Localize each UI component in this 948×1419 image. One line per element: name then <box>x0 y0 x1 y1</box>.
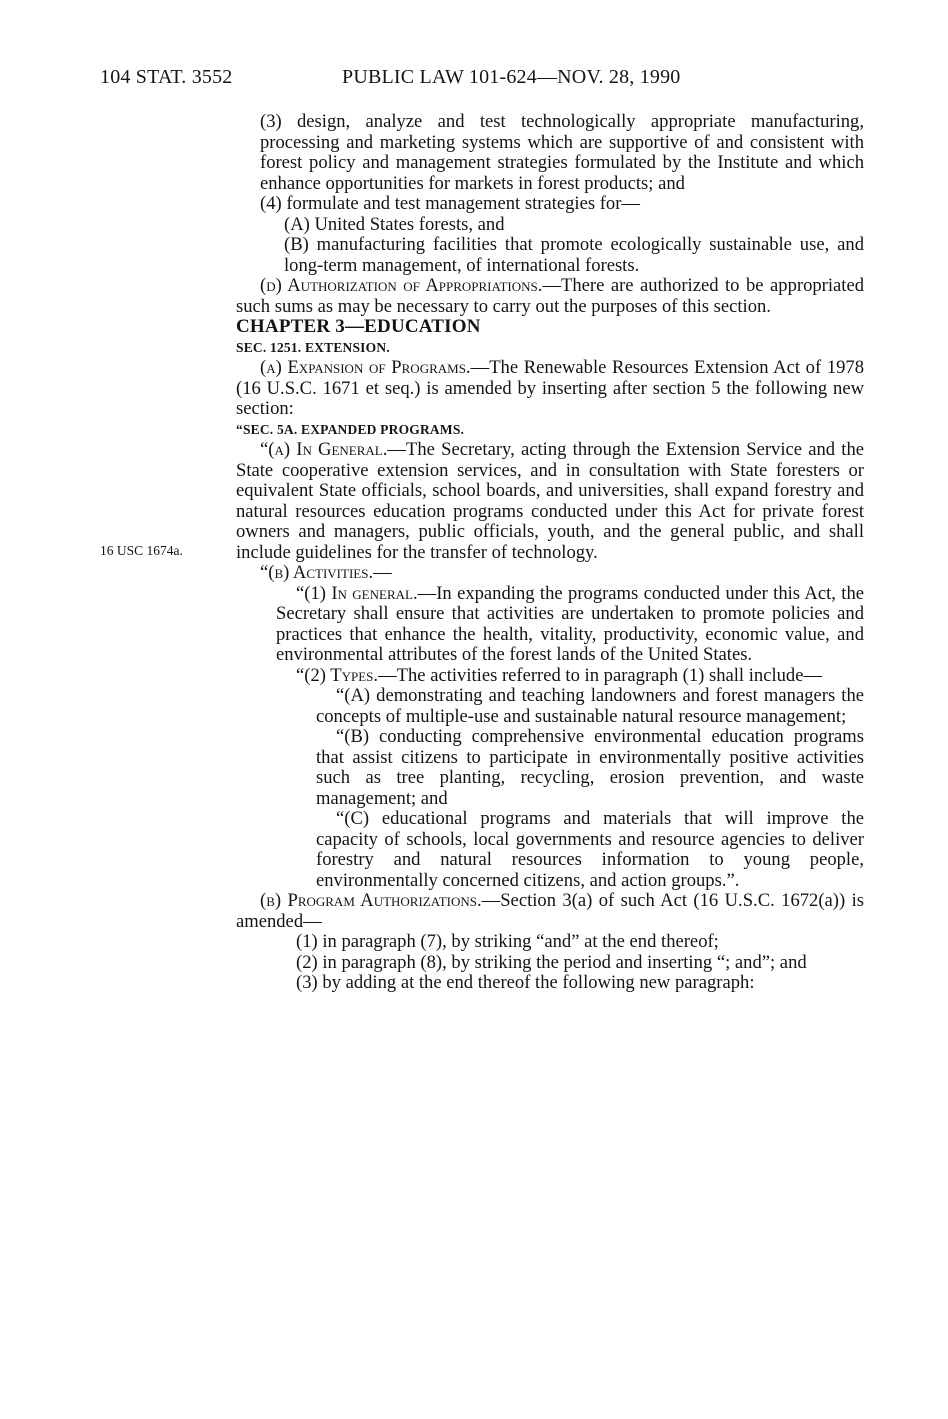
inserted-subsection-b-heading: “(b) Activities. <box>260 562 374 583</box>
paragraph-4b-text: (B) manufacturing facilities that promote ecologically sustainable use, and long-term management, of international forests. <box>284 234 864 276</box>
paragraph-3: (3) design, analyze and test technologically appropriate manufacturing, processing and marketing systems which are supportive of and consistent with forest policy and management strategies formulated by the Institute and which enhance opportunities for markets in forest products; and <box>260 111 864 194</box>
paragraph-b2b: “(B) conducting comprehensive environmental education programs that assist citizens to participate in environmentally positive activities such as tree planting, recycling, erosion prevention, and waste management; and <box>316 726 864 809</box>
subsection-a-text: —The Renewable Resources Extension Act of 1978 (16 U.S.C. 1671 et seq.) is amended by inserting after section 5 the following new section: <box>236 357 865 419</box>
inserted-subsection-a <box>236 440 864 563</box>
paragraph-4a: (A) United States forests, and <box>284 213 505 235</box>
margin-note-usc: 16 USC 1674a. <box>100 543 183 558</box>
paragraph-b2-text: —The activities referred to in paragraph (1) shall include— <box>378 664 823 686</box>
inserted-subsection-a-heading: “(a) In General. <box>260 439 388 460</box>
inserted-subsection-a-text: —The Secretary, acting through the Extension Service and the State cooperative extension services, and in consultation with State foresters or equivalent State officials, school boards, and universities, shall expand forestry and natural resources education programs conducted under this Act for private forest owners and managers, public officials, youth, and the general public, and shall include guidelines for the transfer of technology. <box>236 439 865 563</box>
subsection-d <box>236 276 864 317</box>
amendment-1: (1) in paragraph (7), by striking “and” at the end thereof; <box>296 931 719 952</box>
stat-page-number: 104 STAT. 3552 <box>100 66 233 88</box>
subsection-b-heading: (b) Program Authorizations. <box>260 890 482 911</box>
chapter-heading: CHAPTER 3—EDUCATION <box>236 316 481 337</box>
amendment-2: (2) in paragraph (8), by striking the period and inserting “; and”; and <box>296 951 807 973</box>
paragraph-b2a: “(A) demonstrating and teaching landowners and forest managers the concepts of multiple-use and sustainable natural resource management; <box>316 685 864 727</box>
inserted-subsection-b-text: — <box>373 562 392 583</box>
paragraph-4b <box>236 235 864 276</box>
subsection-d-text: —There are authorized to be appropriated such sums as may be necessary to carry out the purposes of this section. <box>236 275 864 317</box>
paragraph-b1-text: —In expanding the programs conducted under this Act, the Secretary shall ensure that activities are undertaken to promote policies and practices that enhance the health, vitality, productivity, economic value, and environmental attributes of the forest lands of the United States. <box>276 582 864 665</box>
public-law-citation: PUBLIC LAW 101-624—NOV. 28, 1990 <box>342 66 681 88</box>
subsection-a <box>236 358 864 420</box>
inserted-subsection-b <box>236 563 864 584</box>
paragraph-b2-heading: “(2) Types. <box>296 664 379 686</box>
amendment-3: (3) by adding at the end thereof the following new paragraph: <box>296 972 755 993</box>
paragraph-4: (4) formulate and test management strategies for— <box>260 193 641 214</box>
subsection-b-text: —Section 3(a) of such Act (16 U.S.C. 1672(a)) is amended— <box>236 890 864 932</box>
section-1251-heading: SEC. 1251. EXTENSION. <box>236 339 390 355</box>
paragraph-b2 <box>236 666 864 687</box>
document-body <box>236 112 864 994</box>
paragraph-b1-heading: “(1) In general. <box>296 582 418 604</box>
subsection-d-heading: (d) Authorization of Appropriations. <box>260 275 543 296</box>
paragraph-b2c: “(C) educational programs and materials that will improve the capacity of schools, local governments and resource agencies to deliver forestry and natural resources information to young people, environmentally concerned citizens, and action groups.”. <box>316 808 864 891</box>
subsection-b <box>236 891 864 932</box>
paragraph-b1 <box>236 584 864 666</box>
subsection-a-heading: (a) Expansion of Programs. <box>260 357 471 378</box>
section-5a-heading: “SEC. 5A. EXPANDED PROGRAMS. <box>236 421 465 437</box>
